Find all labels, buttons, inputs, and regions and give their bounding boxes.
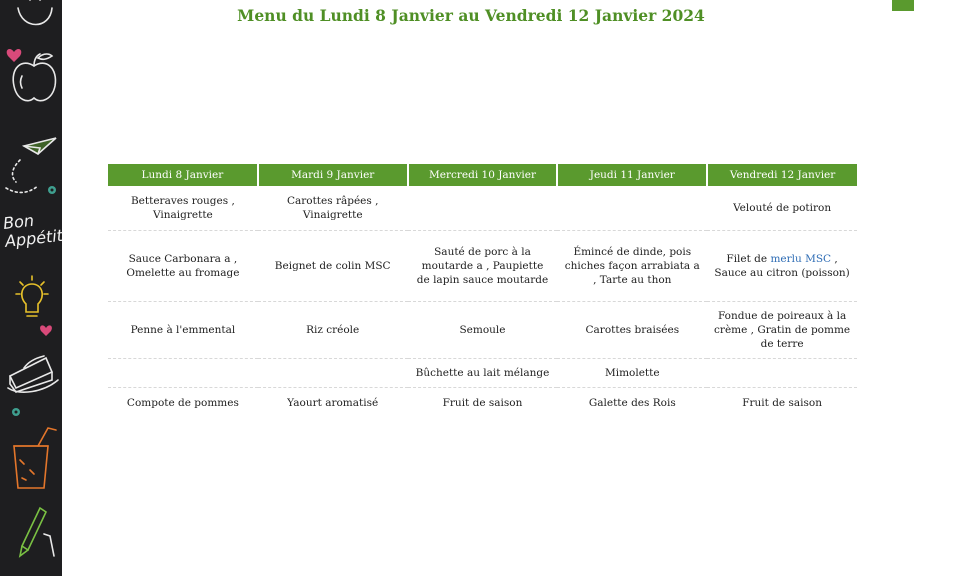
menu-cell: Penne à l'emmental: [108, 302, 258, 359]
menu-cell: Betteraves rouges , Vinaigrette: [108, 186, 258, 231]
table-header-row: [108, 164, 857, 186]
day-header: Vendredi 12 Janvier: [707, 164, 857, 186]
cake-icon: [8, 356, 58, 392]
menu-cell: Carottes râpées , Vinaigrette: [258, 186, 408, 231]
lightbulb-icon: [16, 276, 48, 316]
highlighted-text: merlu MSC: [770, 253, 832, 265]
day-header: Mardi 9 Janvier: [258, 164, 408, 186]
menu-cell: Fruit de saison: [442, 397, 523, 409]
menu-cell: Galette des Rois: [588, 397, 676, 409]
day-header: Lundi 8 Janvier: [108, 164, 258, 186]
menu-cell: [108, 359, 258, 388]
table-row: [108, 359, 857, 388]
bon-appetit-slogan: Bon Appétit: [2, 210, 64, 251]
table-row: [108, 388, 857, 419]
menu-cell: Mimolette: [557, 359, 707, 388]
menu-cell: Carottes braisées: [557, 302, 707, 359]
day-header: Jeudi 11 Janvier: [557, 164, 707, 186]
sidebar-doodles: [0, 0, 62, 576]
menu-text: Filet de: [726, 253, 771, 265]
decorative-sidebar: [0, 0, 62, 576]
table-row: [108, 231, 857, 302]
menu-cell-friday-main: [707, 231, 857, 302]
menu-cell: [707, 359, 857, 388]
menu-cell: [557, 186, 707, 231]
menu-cell: Sauté de porc à la moutarde a , Paupiette de lapin sauce moutarde: [408, 231, 558, 302]
page-title: Menu du Lundi 8 Janvier au Vendredi 12 Janvier 2024: [237, 6, 705, 25]
menu-cell: Riz créole: [258, 302, 408, 359]
menu-cell: Velouté de potiron: [707, 186, 857, 231]
day-header: Mercredi 10 Janvier: [408, 164, 558, 186]
menu-cell: Émincé de dinde, pois chiches façon arrabiata a , Tarte au thon: [557, 231, 707, 302]
drink-icon: [14, 428, 56, 488]
menu-cell: Semoule: [408, 302, 558, 359]
apple-icon: [13, 54, 55, 101]
table-row: [108, 302, 857, 359]
menu-cell: Fondue de poireaux à la crème , Gratin de pomme de terre: [707, 302, 857, 359]
table-row: [108, 186, 857, 231]
menu-text: , Sauce au citron (poisson): [714, 253, 850, 279]
weekly-menu-table: [108, 164, 857, 418]
menu-cell: Bûchette au lait mélange: [408, 359, 558, 388]
heart-icon: [7, 49, 22, 62]
menu-cell: Compote de pommes: [126, 397, 239, 409]
heart-icon: [40, 325, 52, 336]
menu-cell: [258, 359, 408, 388]
paper-plane-icon: [6, 138, 56, 192]
pencil-icon: [20, 508, 54, 556]
menu-cell: Beignet de colin MSC: [258, 231, 408, 302]
menu-cell: Sauce Carbonara a , Omelette au fromage: [108, 231, 258, 302]
menu-cell: [408, 186, 558, 231]
menu-cell: Yaourt aromatisé: [287, 397, 379, 409]
menu-cell: Fruit de saison: [742, 397, 822, 409]
